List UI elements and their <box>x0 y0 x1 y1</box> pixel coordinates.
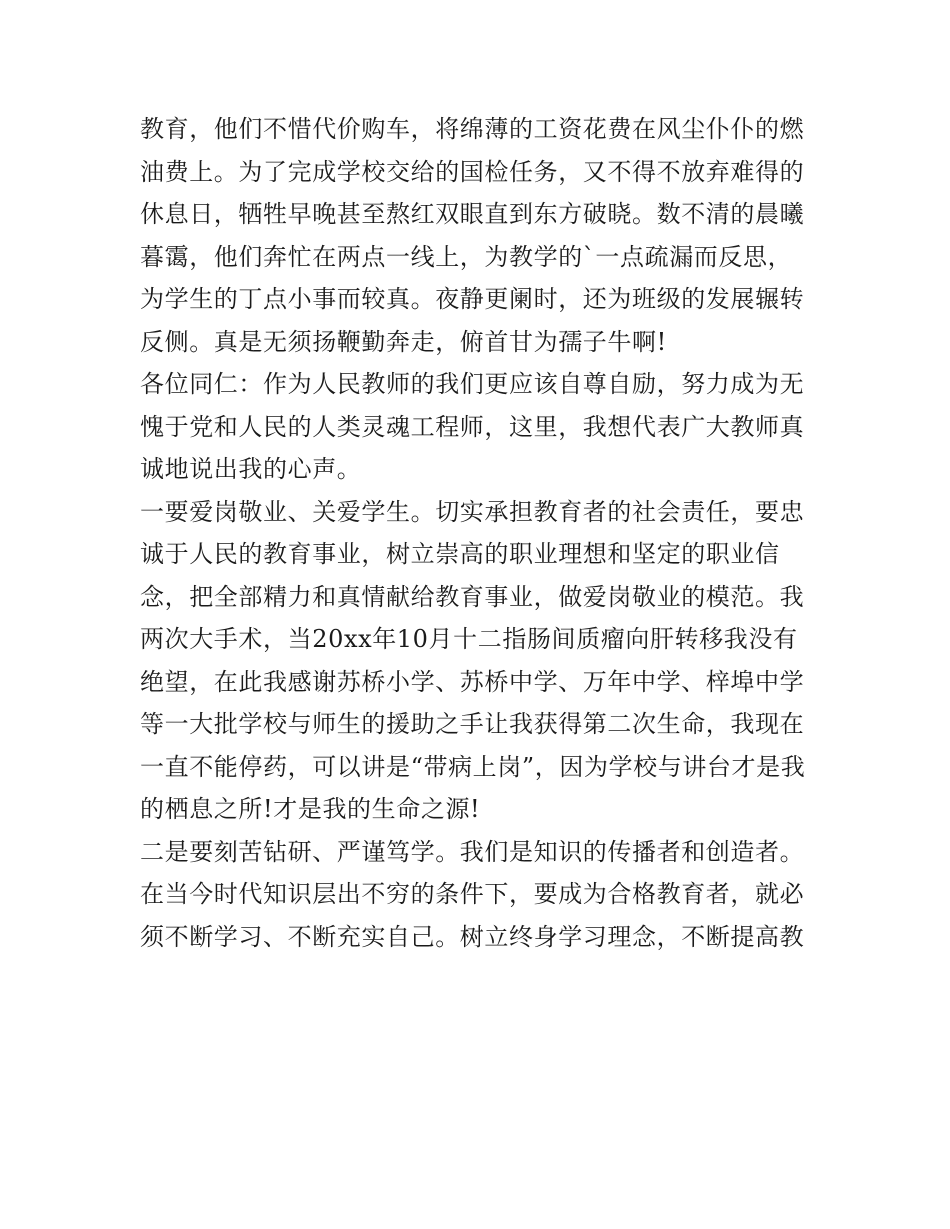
text-line: 愧于党和人民的人类灵魂工程师，这里，我想代表广大教师真 <box>140 412 805 441</box>
text-line: 须不断学习、不断充实自己。树立终身学习理念，不断提高教 <box>140 922 805 951</box>
text-line: 为学生的丁点小事而较真。夜静更阑时，还为班级的发展辗转 <box>140 285 805 313</box>
text-line: 两次大手术，当20xx年10月十二指肠间质瘤向肝转移我没有 <box>140 625 798 653</box>
document-body <box>140 108 820 958</box>
text-line: 各位同仁：作为人民教师的我们更应该自尊自励，努力成为无 <box>140 370 805 398</box>
text-line: 休息日，牺牲早晚甚至熬红双眼直到东方破晓。数不清的晨曦 <box>140 200 805 228</box>
text-line: 的栖息之所!才是我的生命之源! <box>140 795 481 823</box>
text-line: 一要爱岗敬业、关爱学生。切实承担教育者的社会责任，要忠 <box>140 497 805 526</box>
text-line: 暮霭，他们奔忙在两点一线上，为教学的`一点疏漏而反思， <box>140 242 793 271</box>
text-line: 在当今时代知识层出不穷的条件下，要成为合格教育者，就必 <box>140 880 805 908</box>
text-line: 诚地说出我的心声。 <box>140 455 362 483</box>
text-line: 反侧。真是无须扬鞭勤奔走，俯首甘为孺子牛啊! <box>140 327 667 356</box>
text-line: 油费上。为了完成学校交给的国检任务，又不得不放弃难得的 <box>140 157 805 186</box>
text-line: 等一大批学校与师生的援助之手让我获得第二次生命，我现在 <box>140 710 805 738</box>
text-line: 二是要刻苦钻研、严谨笃学。我们是知识的传播者和创造者。 <box>140 837 805 866</box>
text-line: 一直不能停药，可以讲是“带病上岗”，因为学校与讲台才是我 <box>140 752 806 781</box>
text-line: 诚于人民的教育事业，树立崇高的职业理想和坚定的职业信 <box>140 540 780 568</box>
text-line: 绝望，在此我感谢苏桥小学、苏桥中学、万年中学、梓埠中学 <box>140 667 805 696</box>
text-line: 念，把全部精力和真情献给教育事业，做爱岗敬业的模范。我 <box>140 582 805 611</box>
text-line: 教育，他们不惜代价购车，将绵薄的工资花费在风尘仆仆的燃 <box>140 115 805 143</box>
